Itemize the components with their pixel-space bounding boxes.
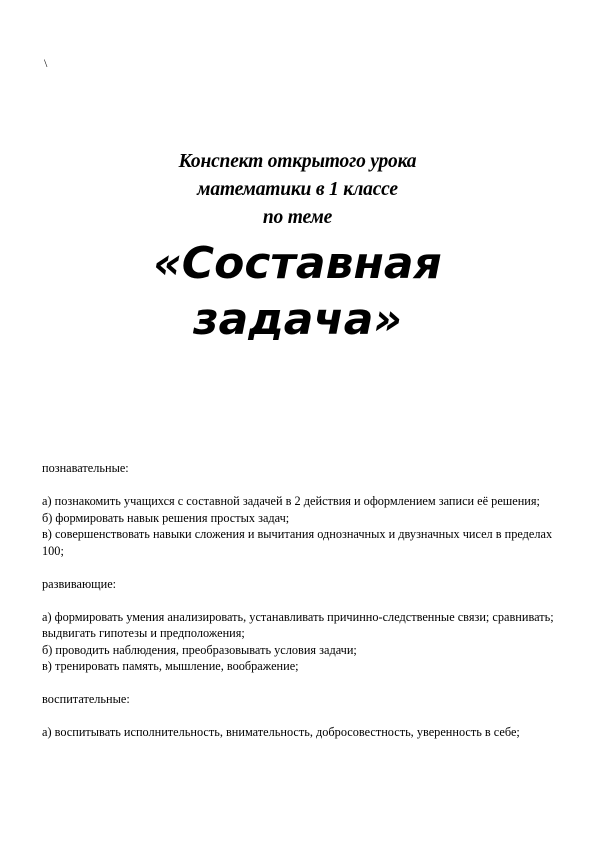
developing-item-c: в) тренировать память, мышление, воображение;	[42, 659, 299, 673]
subtitle-line-1: Конспект открытого урока	[178, 151, 417, 172]
title-line-1: «Составная	[153, 238, 442, 289]
cognitive-item-a: а) познакомить учащихся с составной задачей в 2 действия и оформлением записи её решения;	[42, 494, 540, 508]
cognitive-item-c: в) совершенствовать навыки сложения и вычитания однозначных и двузначных чисел в пределах 100;	[42, 527, 553, 558]
section-heading-cognitive: познавательные:	[42, 461, 129, 475]
section-heading-developing: развивающие:	[42, 576, 117, 591]
educational-item-a: а) воспитывать исполнительность, внимательность, добросовестность, уверенность в себе;	[42, 725, 520, 739]
stray-mark: \	[44, 56, 48, 70]
title-line-2: задача»	[193, 294, 402, 345]
subtitle-block	[0, 148, 595, 232]
cognitive-item-b: б) формировать навык решения простых задач;	[42, 510, 290, 525]
section-heading-educational: воспитательные:	[42, 692, 130, 706]
document-title	[0, 236, 595, 348]
subtitle-line-2: математики в 1 классе	[197, 179, 398, 200]
subtitle-line-3: по теме	[262, 207, 333, 228]
developing-item-a: а) формировать умения анализировать, устанавливать причинно-следственные связи; сравнивать; выдвигать гипотезы и предположения;	[42, 609, 554, 640]
goals-body	[42, 460, 557, 741]
developing-item-b: б) проводить наблюдения, преобразовывать условия задачи;	[42, 642, 357, 657]
